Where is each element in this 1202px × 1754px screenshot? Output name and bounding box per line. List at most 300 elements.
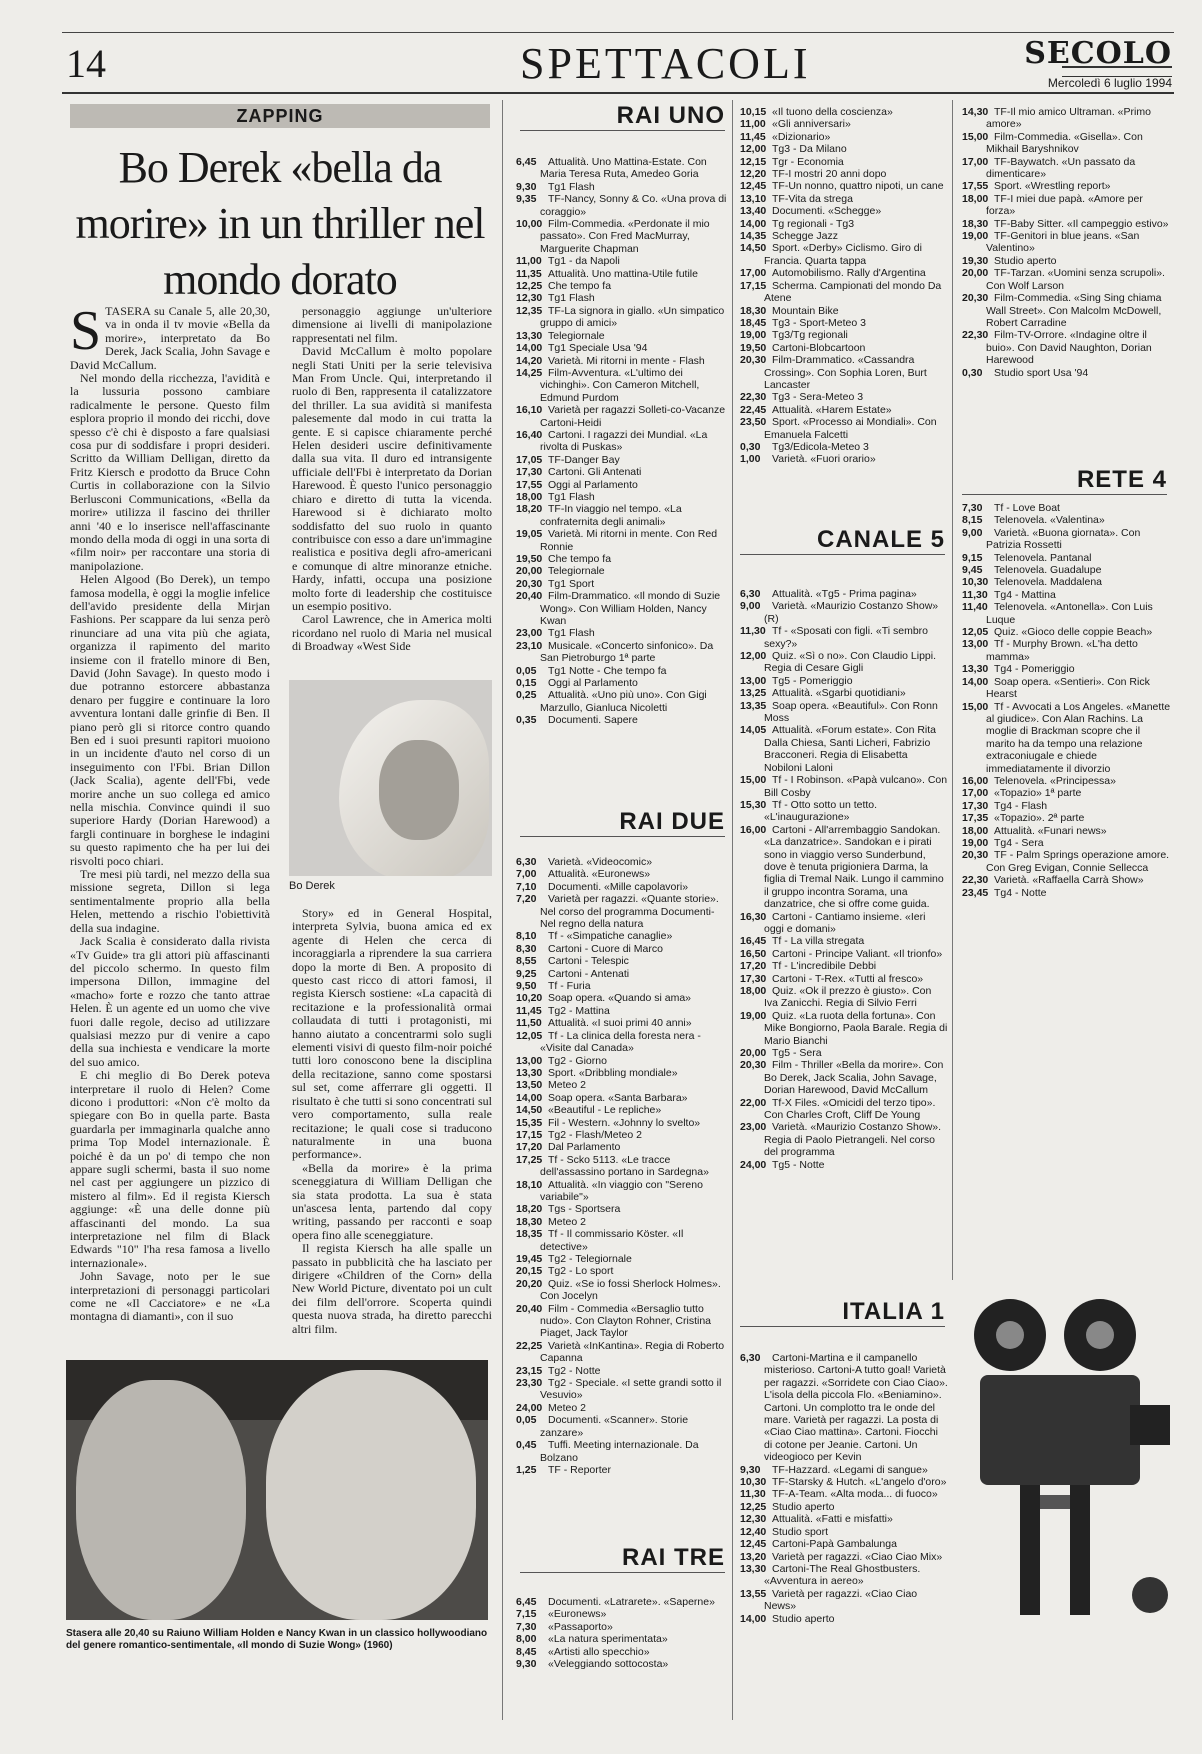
schedule-program: TF-A-Team. «Alta moda... di fuoco»: [772, 1488, 938, 1501]
schedule-time: 14,25: [516, 366, 543, 379]
schedule-time: 12,05: [516, 1029, 543, 1042]
schedule-program: Varietà per ragazzi. «Ciao Ciao News»: [764, 1587, 918, 1613]
schedule-program: Sport. «Wrestling report»: [994, 180, 1111, 193]
schedule-time: 17,55: [516, 478, 543, 491]
schedule-time: 7,20: [516, 893, 537, 906]
schedule-program: Film-Drammatico. «Cassandra Crossing». Con Sophia Loren, Burt Lancaster: [764, 354, 927, 391]
schedule-entry: [740, 156, 948, 168]
schedule-entry: [516, 714, 728, 726]
schedule-entry: [740, 404, 948, 416]
channel-title-canale5: CANALE 5: [816, 526, 945, 553]
schedule-entry: [962, 180, 1172, 192]
schedule-program: Cartoni - Principe Valiant. «Il trionfo»: [772, 947, 943, 960]
schedule-entry: [516, 565, 728, 577]
schedule-entry: [740, 1097, 948, 1122]
schedule-time: 18,45: [740, 316, 767, 329]
schedule-entry: [962, 106, 1172, 131]
schedule-entry: [516, 1265, 728, 1277]
schedule-program: Film-Commedia. «Sing Sing chiama Wall Street». Con Malcolm McDowell, Robert Carradine: [986, 292, 1162, 329]
schedule-entry: [740, 799, 948, 824]
channel-title-raiuno: RAI UNO: [616, 102, 725, 129]
schedule-entry: [740, 230, 948, 242]
schedule-entry: [516, 1633, 728, 1645]
paragraph-text: TASERA su Canale 5, alle 20,30, va in onda il tv movie «Bella da morire», interpretato da Bo Derek, Jack Scalia, John Savage e David McCallum.: [70, 304, 270, 372]
schedule-program: Tf - La clinica della foresta nera - «Visite dal Canada»: [540, 1029, 701, 1055]
schedule-time: 13,40: [740, 205, 767, 218]
schedule-time: 17,20: [740, 960, 767, 973]
schedule-entry: [962, 255, 1172, 267]
schedule-program: Attualità. «In viaggio con "Sereno variabile"»: [540, 1178, 703, 1203]
schedule-program: Meteo 2: [548, 1079, 586, 1092]
schedule-time: 6,45: [516, 156, 537, 168]
schedule-time: 23,45: [962, 886, 989, 899]
schedule-entry: [740, 242, 948, 267]
schedule-program: Soap opera. «Sentieri». Con Rick Hearst: [986, 675, 1150, 701]
article-paragraph: personaggio aggiunge un'ulteriore dimensione ai livelli di manipolazione rappresentati nel film.: [292, 304, 492, 345]
schedule-entry: [962, 564, 1172, 576]
schedule-entry: [740, 106, 948, 118]
column-divider: [952, 100, 953, 1280]
channel-rule: [520, 836, 725, 837]
schedule-program: Scherma. Campionati del mondo Da Atene: [764, 279, 942, 305]
schedule-program: Soap opera. «Santa Barbara»: [548, 1091, 688, 1104]
schedule-time: 20,30: [962, 849, 989, 862]
schedule-time: 22,25: [516, 1339, 543, 1352]
schedule-entry: [740, 1010, 948, 1047]
schedule-entry: [962, 638, 1172, 663]
schedule-entry: [516, 268, 728, 280]
schedule-time: 7,00: [516, 868, 537, 881]
schedule-program: Cartoni-Papà Gambalunga: [772, 1538, 897, 1551]
schedule-time: 17,30: [516, 466, 543, 479]
schedule-entry: [516, 1621, 728, 1633]
schedule-entry: [516, 292, 728, 304]
schedule-program: Tg1 Flash: [548, 180, 595, 193]
schedule-entry: [516, 367, 728, 404]
schedule-program: TF-Tarzan. «Uomini senza scrupoli». Con Wolf Larson: [986, 267, 1165, 292]
schedule-time: 13,30: [516, 1066, 543, 1079]
schedule-entry: [962, 527, 1172, 552]
schedule-entry: [740, 453, 948, 465]
schedule-entry: [962, 676, 1172, 701]
schedule-entry: [962, 292, 1172, 329]
schedule-time: 7,15: [516, 1608, 537, 1621]
schedule-entry: [516, 1092, 728, 1104]
schedule-time: 0,15: [516, 677, 537, 690]
schedule-program: Cartoni. I ragazzi dei Mundial. «La rivolta di Puskas»: [540, 428, 708, 454]
schedule-program: Tg4 - Notte: [994, 886, 1047, 899]
schedule-time: 8,55: [516, 955, 537, 968]
schedule-time: 0,25: [516, 689, 537, 702]
schedule-entry: [516, 943, 728, 955]
schedule-program: Meteo 2: [548, 1215, 586, 1228]
schedule-time: 24,00: [740, 1158, 767, 1171]
schedule-entry: [516, 980, 728, 992]
schedule-program: Attualità. «Funari news»: [994, 824, 1107, 837]
page-number: 14: [66, 41, 106, 86]
schedule-program: Varietà per ragazzi. «Ciao Ciao Mix»: [772, 1550, 943, 1563]
schedule-program: Tf - Love Boat: [994, 502, 1060, 514]
schedule-time: 16,45: [740, 935, 767, 948]
schedule-entry: [516, 479, 728, 491]
photo-face-shape: [379, 740, 459, 840]
schedule-entry: [740, 218, 948, 230]
schedule-entry: [740, 354, 948, 391]
schedule-time: 19,00: [962, 836, 989, 849]
schedule-entry: [740, 687, 948, 699]
schedule-entry: [740, 1047, 948, 1059]
schedule-program: TF-Starsky & Hutch. «L'angelo d'oro»: [772, 1476, 947, 1489]
schedule-program: Varietà «InKantina». Regia di Roberto Capanna: [540, 1339, 725, 1365]
schedule-time: 12,00: [740, 650, 767, 663]
schedule-entry: [516, 1608, 728, 1620]
schedule-entry: [740, 1059, 948, 1096]
schedule-time: 20,40: [516, 1302, 543, 1315]
schedule-program: Tg5 - Sera: [772, 1047, 822, 1060]
schedule-program: Cartoni - Cuore di Marco: [548, 942, 663, 955]
schedule-time: 9,45: [962, 564, 983, 577]
schedule-program: Varietà. Mi ritorni in mente. Con Red Ronnie: [540, 528, 718, 553]
schedule-time: 16,00: [740, 823, 767, 836]
schedule-time: 18,30: [962, 217, 989, 230]
schedule-time: 20,00: [740, 1047, 767, 1060]
schedule-time: 24,00: [516, 1401, 543, 1414]
schedule-program: TF-Nancy, Sonny & Co. «Una prova di coraggio»: [540, 193, 727, 218]
schedule-entry: [740, 1613, 948, 1625]
schedule-time: 12,00: [740, 143, 767, 156]
schedule-entry: [740, 193, 948, 205]
schedule-program: «Topazio» 1ª parte: [994, 787, 1082, 800]
schedule-program: Film-Drammatico. «Il mondo di Suzie Wong». Con William Holden, Nancy Kwan: [540, 590, 721, 628]
schedule-program: TF-Un nonno, quattro nipoti, un cane: [772, 180, 944, 193]
schedule-time: 20,30: [962, 292, 989, 305]
schedule-time: 14,00: [962, 675, 989, 688]
schedule-program: Che tempo fa: [548, 553, 612, 565]
schedule-time: 20,20: [516, 1277, 543, 1290]
schedule-time: 19,50: [516, 553, 543, 565]
schedule-program: Cartoni-The Real Ghostbusters. «Avventura in aereo»: [764, 1562, 921, 1588]
schedule-entry: [740, 1513, 948, 1525]
schedule-program: Film - Commedia «Bersaglio tutto nudo». Con Clayton Rohner, Cristina Piaget, Jack Taylor: [540, 1302, 712, 1340]
schedule-program: Documenti. «Latrarete». «Saperne»: [548, 1596, 715, 1608]
schedule-entry: [516, 627, 728, 639]
schedule-time: 23,00: [516, 627, 543, 640]
schedule-program: Quiz. «La ruota della fortuna». Con Mike Bongiorno, Paola Barale. Regia di Mario Bianchi: [764, 1009, 948, 1047]
schedule-entry: [740, 205, 948, 217]
schedule-program: Sport. «Processo ai Mondiali». Con Emanuela Falcetti: [764, 416, 937, 441]
schedule-time: 7,10: [516, 880, 537, 893]
channel-rule: [520, 1572, 725, 1573]
schedule-time: 6,30: [740, 1352, 761, 1364]
schedule-time: 14,50: [740, 242, 767, 255]
article-paragraph: E chi meglio di Bo Derek poteva interpretare il ruolo di Helen? Come dicono i produttori: «Non c'è molto da spiegare con Bo in quella parte. Basta guardarla per immaginarla qualche anno prima Top Model internazionale. È poiché è da un po' di tempo che non appare sugli schermi, basta il suo nome nel cast per aggiungere un pizzico di mistero al film». Ed il regista Kiersch aggiunge: «È una delle donne più affascinanti del mondo. La sua interpretazione nel film di Black Edwards "10" l'ha resa famosa a livello internazionale».: [70, 1068, 270, 1270]
schedule-time: 7,30: [962, 502, 983, 514]
schedule-time: 10,30: [962, 576, 989, 589]
schedule-time: 22,45: [740, 403, 767, 416]
schedule-program: TF-I miei due papà. «Amore per forza»: [986, 192, 1143, 218]
article-headline: Bo Derek «bella da morire» in un thriller nel mondo dorato: [75, 143, 485, 304]
channel-title-rete4: RETE 4: [1076, 466, 1167, 493]
schedule-time: 17,30: [740, 972, 767, 985]
schedule-entry: [516, 1216, 728, 1228]
schedule-entry: [516, 1117, 728, 1129]
schedule-time: 14,00: [740, 217, 767, 230]
schedule-program: Tg2 - Notte: [548, 1364, 601, 1377]
schedule-entry: [516, 1179, 728, 1204]
section-title: SPETTACOLI: [520, 39, 811, 88]
schedule-program: Tg regionali - Tg3: [772, 217, 855, 230]
channel-title-raidue: RAI DUE: [619, 808, 725, 835]
schedule-program: Quiz. «Ok il prezzo è giusto». Con Iva Zanicchi. Regia di Silvio Ferri: [764, 985, 932, 1010]
schedule-entry: [516, 578, 728, 590]
schedule-entry: [740, 441, 948, 453]
schedule-program: Tf - «Sposati con figli. «Ti sembro sexy?»: [764, 625, 929, 650]
schedule-entry: [516, 677, 728, 689]
schedule-entry: [740, 1563, 948, 1588]
schedule-program: Tf - «Simpatiche canaglie»: [548, 930, 673, 943]
newspaper-logo: SECOLO: [1024, 36, 1172, 71]
schedule-time: 7,30: [516, 1620, 537, 1633]
schedule-time: 18,00: [516, 490, 543, 503]
schedule-program: TF-Hazzard. «Legami di sangue»: [772, 1463, 928, 1476]
article-paragraph: Carol Lawrence, che in America molti ricordano nel ruolo di Maria nel musical di Broadway «West Side: [292, 612, 492, 654]
article-paragraph: Il regista Kiersch ha alle spalle un passato in pubblicità che ha lasciato per dirigere «Children of the Corn» della New World Picture, diventato poi un cult dei film dell'orrore. Scoperta quindi questa nuova strada, ha diretto parecchi altri film.: [292, 1241, 492, 1336]
schedule-program: Schegge Jazz: [772, 230, 838, 243]
schedule-entry: [962, 887, 1172, 899]
schedule-entry: [740, 675, 948, 687]
schedule-entry: [516, 1030, 728, 1055]
schedule-entry: [516, 528, 728, 553]
schedule-time: 15,30: [740, 798, 767, 811]
schedule-entry: [740, 1488, 948, 1500]
schedule-time: 18,00: [740, 985, 767, 997]
schedule-entry: [516, 1402, 728, 1414]
schedule-time: 14,35: [740, 230, 767, 243]
schedule-program: Tg1 Flash: [548, 627, 595, 640]
schedule-entry: [740, 948, 948, 960]
schedule-program: TF - Palm Springs operazione amore. Con Greg Evigan, Connie Sellecca: [986, 849, 1170, 874]
schedule-program: Cartoni - Telespic: [548, 955, 629, 968]
schedule-entry: [740, 1588, 948, 1613]
schedule-entry: [516, 553, 728, 565]
schedule-entry: [516, 342, 728, 354]
schedule-entry: [516, 689, 728, 714]
photo-caption: Bo Derek: [289, 880, 335, 892]
schedule-rete4: [962, 502, 1172, 899]
schedule-program: Telegiornale: [548, 329, 605, 342]
schedule-entry: [740, 1538, 948, 1550]
schedule-time: 23,50: [740, 416, 767, 429]
schedule-time: 11,45: [516, 1004, 542, 1017]
schedule-entry: [962, 825, 1172, 837]
schedule-entry: [962, 601, 1172, 626]
schedule-entry: [740, 342, 948, 354]
schedule-time: 22,30: [962, 329, 989, 342]
schedule-entry: [740, 824, 948, 911]
schedule-entry: [962, 837, 1172, 849]
schedule-raiuno: [516, 156, 728, 727]
schedule-entry: [516, 968, 728, 980]
channel-rule: [962, 494, 1167, 495]
schedule-time: 13,55: [740, 1587, 767, 1600]
schedule-entry: [516, 1005, 728, 1017]
schedule-time: 14,50: [516, 1104, 543, 1117]
schedule-time: 6,30: [740, 588, 761, 600]
schedule-italia1-morning: [740, 1352, 948, 1625]
schedule-program: Telenovela. «Antonella». Con Luis Luque: [986, 601, 1153, 626]
schedule-program: Varietà. «Buona giornata». Con Patrizia Rossetti: [986, 526, 1141, 552]
schedule-entry: [516, 1055, 728, 1067]
photo-man-shape: [266, 1370, 476, 1620]
schedule-time: 9,00: [740, 600, 761, 613]
schedule-program: Documenti. Sapere: [548, 714, 638, 727]
schedule-program: «Il tuono della coscienza»: [772, 106, 893, 118]
schedule-time: 12,45: [740, 180, 767, 193]
schedule-program: Film - Thriller «Bella da morire». Con Bo Derek, Jack Scalia, John Savage, Dorian Harewood, David McCallum: [764, 1059, 944, 1097]
schedule-entry: [962, 367, 1172, 379]
schedule-time: 18,20: [516, 503, 543, 516]
schedule-entry: [516, 992, 728, 1004]
schedule-entry: [516, 491, 728, 503]
schedule-program: Cartoni - Cantiamo insieme. «Ieri oggi e domani»: [764, 910, 926, 935]
schedule-entry: [962, 131, 1172, 156]
channel-title-raitre: RAI TRE: [622, 1544, 725, 1571]
schedule-entry: [516, 1104, 728, 1116]
schedule-entry: [962, 663, 1172, 675]
schedule-program: Tg4 - Sera: [994, 836, 1044, 849]
schedule-entry: [740, 391, 948, 403]
schedule-entry: [962, 514, 1172, 526]
schedule-program: Dal Parlamento: [548, 1141, 621, 1154]
schedule-program: TF-Baby Sitter. «Il campeggio estivo»: [994, 217, 1169, 230]
schedule-program: «Beautiful - Le repliche»: [548, 1104, 662, 1117]
schedule-program: Telegiornale: [548, 565, 605, 578]
schedule-program: Oggi al Parlamento: [548, 677, 638, 690]
article-paragraph: Jack Scalia è considerato dalla rivista «Tv Guide» tra gli attori più affascinanti del piccolo schermo. In questo film impersona Dillon, immagine del «macho» forte e rozzo che tanto attrae Helen. È un agente ed un uomo che vive fuori dalle regole, deciso ad utilizzare qualsiasi mezzo pur di venire a capo della sua inchiesta e vendicare la morte del suo amico.: [70, 934, 270, 1069]
schedule-time: 12,15: [740, 155, 767, 168]
schedule-time: 20,30: [516, 577, 543, 590]
schedule-time: 17,00: [740, 267, 767, 280]
article-column-1: [70, 300, 270, 1324]
schedule-program: Attualità. «I suoi primi 40 anni»: [548, 1017, 692, 1030]
schedule-entry: [740, 588, 948, 600]
schedule-program: Tuffi. Meeting internazionale. Da Bolzano: [540, 1439, 699, 1464]
schedule-program: Attualità. «Uno più uno». Con Gigi Marzullo, Gianluca Nicoletti: [540, 689, 707, 714]
schedule-time: 11,35: [516, 267, 542, 280]
schedule-entry: [740, 1464, 948, 1476]
schedule-program: Tg3/Edicola-Meteo 3: [772, 440, 869, 453]
schedule-entry: [516, 1303, 728, 1340]
schedule-time: 12,30: [740, 1513, 767, 1526]
schedule-time: 0,30: [740, 440, 761, 453]
schedule-time: 13,10: [740, 192, 767, 205]
schedule-program: Tg3/Tg regionali: [772, 329, 848, 342]
schedule-entry: [740, 724, 948, 774]
schedule-entry: [516, 305, 728, 330]
schedule-time: 13,00: [740, 674, 767, 687]
schedule-entry: [516, 881, 728, 893]
schedule-program: «Veleggiando sottocosta»: [548, 1658, 669, 1671]
photo-caption: Stasera alle 20,40 su Raiuno William Holden e Nancy Kwan in un classico hollywoodiano del genere romantico-sentimentale, «Il mondo di Suzie Wong» (1960): [66, 1628, 488, 1651]
schedule-program: Varietà. «Fuori orario»: [772, 453, 876, 466]
schedule-time: 16,00: [962, 774, 989, 787]
schedule-program: Tg3 - Da Milano: [772, 143, 847, 156]
schedule-program: Attualità. Uno Mattina-Estate. Con Maria Teresa Ruta, Amedeo Goria: [540, 156, 707, 181]
schedule-program: Telenovela. Maddalena: [994, 576, 1102, 589]
schedule-raitre-morning: [516, 1596, 728, 1670]
schedule-entry: [740, 317, 948, 329]
schedule-program: Tg1 Notte - Che tempo fa: [548, 664, 667, 677]
schedule-program: Sport. «Dribbling mondiale»: [548, 1066, 678, 1079]
schedule-time: 9,30: [516, 180, 537, 193]
schedule-program: Documenti. «Mille capolavori»: [548, 880, 689, 893]
schedule-time: 17,05: [516, 453, 543, 466]
schedule-time: 18,35: [516, 1228, 543, 1241]
schedule-entry: [962, 800, 1172, 812]
schedule-program: Attualità. «Tg5 - Prima pagina»: [772, 588, 917, 600]
schedule-entry: [516, 1414, 728, 1439]
schedule-time: 8,45: [516, 1645, 537, 1658]
schedule-entry: [962, 874, 1172, 886]
schedule-program: Varietà. «Raffaella Carrà Show»: [994, 874, 1144, 887]
article-column-2-continued: [292, 907, 492, 1336]
schedule-time: 13,50: [516, 1079, 543, 1092]
schedule-entry: [740, 131, 948, 143]
schedule-entry: [516, 1658, 728, 1670]
schedule-program: Tf - Murphy Brown. «L'ha detto mamma»: [986, 638, 1138, 663]
channel-rule: [740, 1326, 945, 1327]
schedule-entry: [740, 973, 948, 985]
schedule-time: 16,30: [740, 910, 767, 923]
schedule-time: 19,00: [740, 329, 767, 342]
schedule-time: 15,35: [516, 1116, 543, 1129]
schedule-time: 8,30: [516, 942, 537, 955]
schedule-program: Quiz. «Se io fossi Sherlock Holmes». Con Jocelyn: [540, 1277, 721, 1303]
schedule-program: Tf - Otto sotto un tetto. «L'inaugurazione»: [764, 798, 878, 824]
schedule-time: 13,25: [740, 687, 767, 700]
schedule-program: Musicale. «Concerto sinfonico». Da San Pietroburgo 1ª parte: [540, 639, 714, 665]
schedule-time: 18,30: [740, 304, 767, 317]
schedule-entry: [516, 1439, 728, 1464]
schedule-program: Tg2 - Telegiornale: [548, 1253, 632, 1265]
drop-cap: S: [70, 300, 102, 362]
schedule-entry: [740, 985, 948, 1010]
schedule-program: TF-Genitori in blue jeans. «San Valentino»: [986, 230, 1140, 255]
schedule-program: Studio aperto: [772, 1500, 835, 1513]
schedule-entry: [740, 935, 948, 947]
schedule-program: Tg3 - Sera-Meteo 3: [772, 391, 864, 404]
schedule-entry: [740, 1476, 948, 1488]
schedule-time: 12,25: [740, 1500, 767, 1513]
schedule-program: Studio aperto: [772, 1612, 835, 1625]
schedule-program: Varietà per ragazzi Solleti-co-Vacanze Cartoni-Heidi: [540, 404, 726, 429]
schedule-time: 11,30: [740, 625, 766, 638]
schedule-program: Documenti. «Scanner». Storie zanzare»: [540, 1414, 689, 1439]
schedule-entry: [962, 812, 1172, 824]
schedule-entry: [516, 1365, 728, 1377]
schedule-entry: [516, 156, 728, 181]
schedule-program: Telenovela. Guadalupe: [994, 564, 1102, 577]
schedule-time: 11,50: [516, 1017, 542, 1030]
channel-rule: [520, 130, 725, 131]
schedule-time: 18,10: [516, 1178, 543, 1191]
schedule-program: Attualità. «Forum estate». Con Rita Dalla Chiesa, Santi Licheri, Fabrizio Bracconeri. Regia di Elisabetta Nobiloni Laloni: [764, 724, 936, 774]
schedule-entry: [740, 329, 948, 341]
schedule-time: 13,35: [740, 699, 767, 712]
schedule-program: Tf - L'incredibile Debbi: [772, 960, 877, 973]
schedule-time: 16,40: [516, 428, 543, 441]
schedule-entry: [962, 230, 1172, 255]
